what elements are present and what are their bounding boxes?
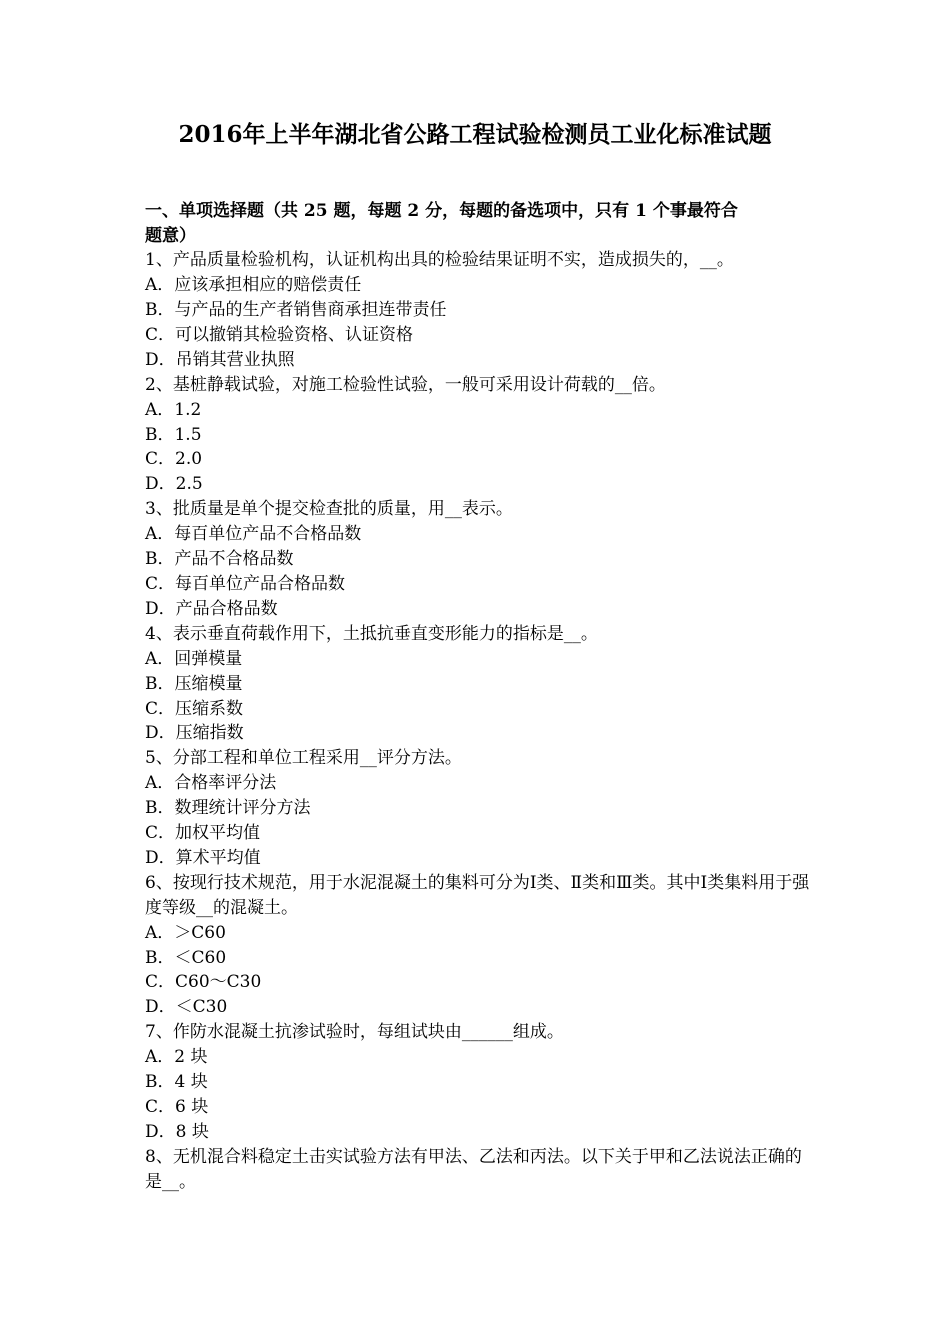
question-6-option-d: D．＜C30 (145, 997, 228, 1018)
question-6-option-c: C．C60～C30 (145, 972, 262, 993)
question-2-option-a: A．1.2 (145, 399, 202, 420)
question-7-option-c: C．6 块 (145, 1097, 209, 1117)
question-7-option-a: A．2 块 (145, 1047, 208, 1068)
question-5-option-c: C．加权平均值 (145, 823, 261, 844)
question-5-text: 5、分部工程和单位工程采用__评分方法。 (145, 748, 462, 769)
question-7-option-b: B．4 块 (145, 1072, 208, 1093)
question-5-option-a: A．合格率评分法 (145, 773, 277, 794)
question-3-option-c: C．每百单位产品合格品数 (145, 573, 346, 594)
question-6-text: 6、按现行技术规范，用于水泥混凝土的集料可分为Ⅰ类、Ⅱ类和Ⅲ类。其中Ⅰ类集料用于强度等级__的混凝土。 (145, 872, 810, 918)
question-5-option-b: B．数理统计评分方法 (145, 798, 311, 819)
document-title: 2016年上半年湖北省公路工程试验检测员工业化标准试题 (178, 121, 772, 148)
question-5-option-d: D．算术平均值 (145, 847, 261, 868)
question-4-option-a: A．回弹模量 (145, 648, 243, 669)
question-1-option-b: B．与产品的生产者销售商承担连带责任 (145, 300, 447, 320)
question-3-option-a: A．每百单位产品不合格品数 (145, 524, 362, 545)
section-heading-line-2: 题意） (145, 225, 196, 246)
question-1-option-d: D．吊销其营业执照 (145, 349, 295, 370)
question-2-option-d: D．2.5 (145, 474, 203, 495)
question-1-option-c: C．可以撤销其检验资格、认证资格 (145, 324, 414, 345)
question-7-option-d: D．8 块 (145, 1121, 209, 1142)
question-4-option-d: D．压缩指数 (145, 723, 244, 744)
question-2-option-c: C．2.0 (145, 449, 203, 470)
question-1-text: 1、产品质量检验机构，认证机构出具的检验结果证明不实，造成损失的，__。 (145, 250, 734, 271)
question-2-text: 2、基桩静载试验，对施工检验性试验，一般可采用设计荷载的__倍。 (145, 374, 666, 395)
question-3-option-b: B．产品不合格品数 (145, 549, 294, 570)
question-2-option-b: B．1.5 (145, 424, 202, 445)
question-4-option-b: B．压缩模量 (145, 673, 243, 694)
question-7-text: 7、作防水混凝土抗渗试验时，每组试块由______组成。 (145, 1022, 564, 1043)
question-3-text: 3、批质量是单个提交检查批的质量，用__表示。 (145, 499, 513, 520)
question-4-text: 4、表示垂直荷载作用下，土抵抗垂直变形能力的指标是__。 (145, 623, 598, 644)
question-4-option-c: C．压缩系数 (145, 698, 244, 719)
question-3-option-d: D．产品合格品数 (145, 598, 278, 619)
question-6-option-a: A．＞C60 (145, 922, 226, 943)
question-list (145, 199, 810, 1195)
question-6-option-b: B．＜C60 (145, 947, 227, 968)
section-heading-line-1: 一、单项选择题（共 25 题，每题 2 分，每题的备选项中，只有 1 个事最符合 (145, 201, 738, 221)
question-1-option-a: A．应该承担相应的赔偿责任 (145, 275, 362, 296)
question-8-text: 8、无机混合料稳定土击实试验方法有甲法、乙法和丙法。以下关于甲和乙法说法正确的是__。 (145, 1146, 802, 1192)
